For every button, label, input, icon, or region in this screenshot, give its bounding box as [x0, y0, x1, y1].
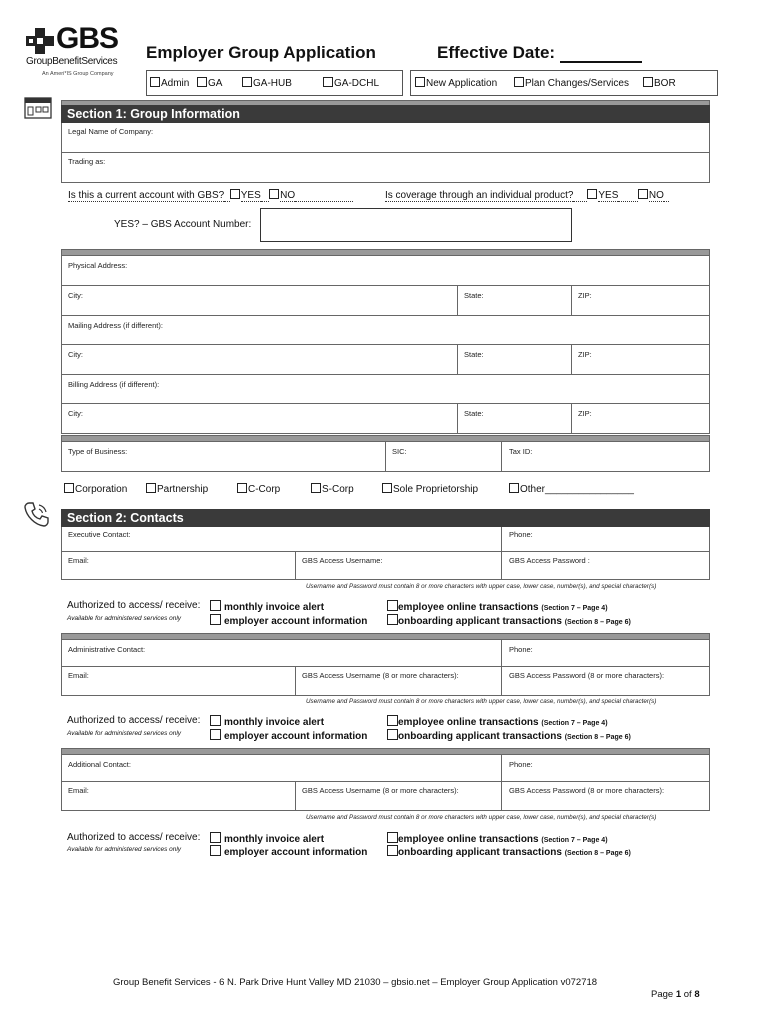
- employee-online-option[interactable]: employee online transactions (Section 7 – Page 4): [387, 832, 608, 845]
- logo-mark: GBS: [56, 22, 119, 55]
- admin-checkbox[interactable]: [150, 77, 160, 87]
- legal-name-row[interactable]: Legal Name of Company:: [61, 123, 710, 153]
- onboarding-option[interactable]: onboarding applicant transactions (Section 8 – Page 6): [387, 614, 631, 627]
- authorized-label: Authorized to access/ receive:: [67, 832, 201, 843]
- option-bor[interactable]: BOR: [643, 77, 676, 89]
- available-note: Available for administered services only: [67, 846, 182, 853]
- entity-c-corp[interactable]: C-Corp: [237, 483, 280, 495]
- additional-contact-top-rule: [61, 748, 710, 755]
- partnership-checkbox[interactable]: [146, 483, 156, 493]
- administrative-contact-row[interactable]: Administrative Contact: Phone:: [61, 640, 710, 667]
- onboarding-option[interactable]: onboarding applicant transactions (Section 8 – Page 6): [387, 729, 631, 742]
- logo-name: GroupBenefitServices: [26, 56, 118, 67]
- entity-s-corp[interactable]: S-Corp: [311, 483, 354, 495]
- business-row[interactable]: Type of Business: SIC: Tax ID:: [61, 442, 710, 472]
- mailing-address-row[interactable]: Mailing Address (if different):: [61, 316, 710, 345]
- entity-other[interactable]: Other________________: [509, 483, 634, 495]
- option-ga[interactable]: GA: [197, 77, 222, 89]
- bor-checkbox[interactable]: [643, 77, 653, 87]
- credentials-note: Username and Password must contain 8 or more characters with upper case, lower case, number(s), and special character(s): [306, 698, 657, 705]
- employee-online-checkbox[interactable]: [387, 715, 398, 726]
- individual-no-checkbox[interactable]: [638, 189, 648, 199]
- employer-account-checkbox[interactable]: [210, 845, 221, 856]
- additional-contact-row[interactable]: Additional Contact: Phone:: [61, 755, 710, 782]
- building-icon: [24, 97, 52, 119]
- physical-address-row[interactable]: Physical Address:: [61, 256, 710, 286]
- administrative-email-row[interactable]: Email: GBS Access Username (8 or more characters): GBS Access Password (8 or more characters):: [61, 667, 710, 696]
- trading-as-row[interactable]: Trading as:: [61, 153, 710, 183]
- entity-sole-proprietorship[interactable]: Sole Proprietorship: [382, 483, 478, 495]
- sole-proprietorship-checkbox[interactable]: [382, 483, 392, 493]
- page-title: Employer Group Application: [146, 43, 376, 62]
- individual-product-question: Is coverage through an individual product? YES NO: [385, 189, 669, 201]
- ga-checkbox[interactable]: [197, 77, 207, 87]
- employee-online-checkbox[interactable]: [387, 600, 398, 611]
- authorized-label: Authorized to access/ receive:: [67, 715, 201, 726]
- employee-online-option[interactable]: employee online transactions (Section 7 – Page 4): [387, 600, 608, 613]
- employer-account-option[interactable]: employer account information: [210, 845, 367, 858]
- address-top-rule: [61, 249, 710, 256]
- option-admin[interactable]: Admin: [150, 77, 189, 89]
- entity-corporation[interactable]: Corporation: [64, 483, 127, 495]
- other-checkbox[interactable]: [509, 483, 519, 493]
- employee-online-checkbox[interactable]: [387, 832, 398, 843]
- employee-online-option[interactable]: employee online transactions (Section 7 – Page 4): [387, 715, 608, 728]
- admin-contact-top-rule: [61, 633, 710, 640]
- available-note: Available for administered services only: [67, 615, 182, 622]
- account-number-field[interactable]: [260, 208, 572, 242]
- monthly-invoice-checkbox[interactable]: [210, 832, 221, 843]
- executive-contact-row[interactable]: Executive Contact: Phone:: [61, 527, 710, 552]
- logo-tagline: An Ameri*IS Group Company: [42, 71, 114, 77]
- authorized-label: Authorized to access/ receive:: [67, 600, 201, 611]
- monthly-invoice-option[interactable]: monthly invoice alert: [210, 832, 324, 845]
- credentials-note: Username and Password must contain 8 or more characters with upper case, lower case, number(s), and special character(s): [306, 583, 657, 590]
- current-account-yes-checkbox[interactable]: [230, 189, 240, 199]
- onboarding-checkbox[interactable]: [387, 845, 398, 856]
- monthly-invoice-option[interactable]: monthly invoice alert: [210, 600, 324, 613]
- s-corp-checkbox[interactable]: [311, 483, 321, 493]
- plan-changes-checkbox[interactable]: [514, 77, 524, 87]
- monthly-invoice-checkbox[interactable]: [210, 715, 221, 726]
- ga-dchl-checkbox[interactable]: [323, 77, 333, 87]
- option-ga-hub[interactable]: GA-HUB: [242, 77, 292, 89]
- onboarding-checkbox[interactable]: [387, 614, 398, 625]
- onboarding-checkbox[interactable]: [387, 729, 398, 740]
- account-number-label: YES? – GBS Account Number:: [114, 219, 252, 230]
- additional-email-row[interactable]: Email: GBS Access Username (8 or more characters): GBS Access Password (8 or more characters):: [61, 782, 710, 811]
- ga-hub-checkbox[interactable]: [242, 77, 252, 87]
- effective-date-field[interactable]: [560, 61, 642, 63]
- c-corp-checkbox[interactable]: [237, 483, 247, 493]
- option-ga-dchl[interactable]: GA-DCHL: [323, 77, 379, 89]
- current-account-question: Is this a current account with GBS? YES NO: [68, 189, 353, 201]
- logo: [26, 22, 136, 86]
- option-plan-changes[interactable]: Plan Changes/Services: [514, 77, 629, 89]
- monthly-invoice-checkbox[interactable]: [210, 600, 221, 611]
- new-application-checkbox[interactable]: [415, 77, 425, 87]
- gbs-cross-icon: [26, 28, 54, 54]
- phone-icon: [22, 499, 52, 529]
- mailing-city-row[interactable]: City: State: ZIP:: [61, 345, 710, 375]
- employer-account-checkbox[interactable]: [210, 729, 221, 740]
- employer-account-option[interactable]: employer account information: [210, 729, 367, 742]
- option-new-application[interactable]: New Application: [415, 77, 497, 89]
- available-note: Available for administered services only: [67, 730, 182, 737]
- onboarding-option[interactable]: onboarding applicant transactions (Section 8 – Page 6): [387, 845, 631, 858]
- credentials-note: Username and Password must contain 8 or more characters with upper case, lower case, number(s), and special character(s): [306, 814, 657, 821]
- entity-partnership[interactable]: Partnership: [146, 483, 208, 495]
- billing-address-row[interactable]: Billing Address (if different):: [61, 375, 710, 404]
- billing-city-row[interactable]: City: State: ZIP:: [61, 404, 710, 434]
- current-account-no-checkbox[interactable]: [269, 189, 279, 199]
- executive-email-row[interactable]: Email: GBS Access Username: GBS Access Password :: [61, 552, 710, 580]
- corporation-checkbox[interactable]: [64, 483, 74, 493]
- individual-yes-checkbox[interactable]: [587, 189, 597, 199]
- effective-date-label: Effective Date:: [437, 43, 556, 62]
- business-top-rule: [61, 435, 710, 442]
- section1-title: Section 1: Group Information: [61, 105, 710, 123]
- section2-title: Section 2: Contacts: [61, 509, 710, 527]
- monthly-invoice-option[interactable]: monthly invoice alert: [210, 715, 324, 728]
- page-number: Page 1 of 8: [651, 989, 700, 1000]
- employer-account-option[interactable]: employer account information: [210, 614, 367, 627]
- footer-text: Group Benefit Services - 6 N. Park Drive Hunt Valley MD 21030 – gbsio.net – Employer Group Application v072718: [113, 977, 598, 988]
- employer-account-checkbox[interactable]: [210, 614, 221, 625]
- physical-city-row[interactable]: City: State: ZIP:: [61, 286, 710, 316]
